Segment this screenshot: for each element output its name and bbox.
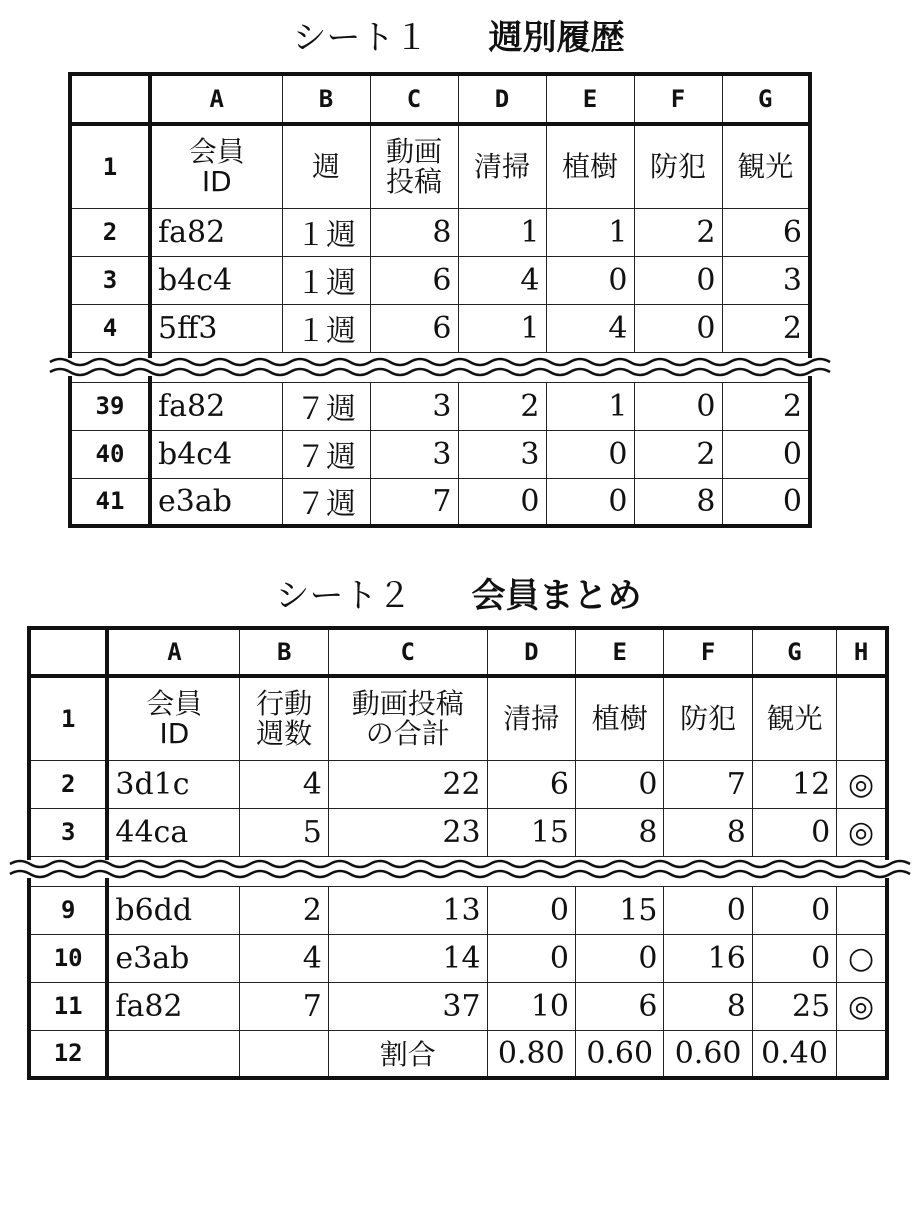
cell-crime-prevention-header[interactable]: 防犯 xyxy=(664,676,752,760)
cell-g[interactable]: 0 xyxy=(752,886,836,934)
cell-c[interactable]: 7 xyxy=(370,478,458,526)
table-row xyxy=(29,934,887,982)
cell-g[interactable]: 0 xyxy=(752,808,836,856)
cell-tourism-header[interactable]: 観光 xyxy=(722,124,810,208)
cell-a[interactable]: fa82 xyxy=(107,982,240,1030)
cell-cleaning-header[interactable]: 清掃 xyxy=(458,124,546,208)
cell-a[interactable]: fa82 xyxy=(150,382,282,430)
table-row xyxy=(70,430,810,478)
col-header-g[interactable]: G xyxy=(722,74,810,124)
cell-b[interactable] xyxy=(240,1030,328,1078)
cell-f[interactable]: 8 xyxy=(664,982,752,1030)
cell-d[interactable]: 0 xyxy=(487,934,575,982)
cell-f[interactable]: 0 xyxy=(664,886,752,934)
table-row xyxy=(70,304,810,352)
cell-d[interactable]: 1 xyxy=(458,304,546,352)
cell-a[interactable]: e3ab xyxy=(107,934,240,982)
cell-d[interactable]: 10 xyxy=(487,982,575,1030)
cell-a[interactable]: b4c4 xyxy=(150,430,282,478)
cell-crime-prevention-header[interactable]: 防犯 xyxy=(634,124,722,208)
cell-f[interactable]: 2 xyxy=(634,430,722,478)
cell-f[interactable]: 8 xyxy=(664,808,752,856)
cell-c[interactable]: 37 xyxy=(328,982,487,1030)
cell-b[interactable]: 4 xyxy=(240,760,328,808)
cell-d[interactable]: 0 xyxy=(487,886,575,934)
table-row xyxy=(70,478,810,526)
column-header-row xyxy=(70,74,810,124)
cell-tourism-header[interactable]: 観光 xyxy=(752,676,836,760)
table-row xyxy=(29,808,887,856)
cell-h[interactable]: ◎ xyxy=(837,982,887,1030)
cell-e[interactable]: 1 xyxy=(546,382,634,430)
col-header-b[interactable]: B xyxy=(282,74,370,124)
cell-d[interactable]: 0 xyxy=(458,478,546,526)
cell-f[interactable]: 16 xyxy=(664,934,752,982)
cell-h[interactable] xyxy=(837,1030,887,1078)
cell-e[interactable]: 0 xyxy=(576,760,664,808)
sheet2-title xyxy=(0,568,917,617)
cell-c[interactable]: 3 xyxy=(370,430,458,478)
col-header-h[interactable]: H xyxy=(837,628,887,676)
cell-b[interactable]: ７週 xyxy=(282,478,370,526)
cell-g[interactable]: 0 xyxy=(722,430,810,478)
row-number[interactable]: 3 xyxy=(70,256,150,304)
cell-a[interactable]: e3ab xyxy=(150,478,282,526)
cell-member-id-header[interactable]: 会員 ID xyxy=(107,676,240,760)
ratio-cleaning[interactable]: 0.80 xyxy=(487,1030,575,1078)
cell-h[interactable]: ◎ xyxy=(837,760,887,808)
cell-b[interactable]: １週 xyxy=(282,256,370,304)
sheet1-name: シート１ xyxy=(292,18,429,58)
cell-c[interactable]: 8 xyxy=(370,208,458,256)
cell-g[interactable]: 0 xyxy=(752,934,836,982)
cell-d[interactable]: 6 xyxy=(487,760,575,808)
cell-active-weeks-header[interactable]: 行動 週数 xyxy=(240,676,328,760)
col-header-a[interactable]: A xyxy=(150,74,282,124)
ratio-tourism[interactable]: 0.40 xyxy=(752,1030,836,1078)
col-header-d[interactable]: D xyxy=(487,628,575,676)
cell-g[interactable]: 3 xyxy=(722,256,810,304)
cell-a[interactable] xyxy=(107,1030,240,1078)
row-number[interactable]: 4 xyxy=(70,304,150,352)
row-number[interactable]: 12 xyxy=(29,1030,107,1078)
cell-e[interactable]: 4 xyxy=(546,304,634,352)
cell-a[interactable]: b4c4 xyxy=(150,256,282,304)
sheet1-table xyxy=(68,72,812,528)
cell-video-post-header[interactable]: 動画 投稿 xyxy=(370,124,458,208)
cell-e[interactable]: 0 xyxy=(546,256,634,304)
cell-f[interactable]: 0 xyxy=(634,304,722,352)
col-header-f[interactable]: F xyxy=(664,628,752,676)
cell-c[interactable]: 6 xyxy=(370,304,458,352)
cell-c[interactable]: 6 xyxy=(370,256,458,304)
table-row xyxy=(70,256,810,304)
cell-f[interactable]: 0 xyxy=(634,382,722,430)
row-number[interactable]: 2 xyxy=(29,760,107,808)
sheet1-subtitle: 週別履歴 xyxy=(488,18,625,58)
row-number[interactable]: 2 xyxy=(70,208,150,256)
sheet1-title xyxy=(0,10,917,59)
row-number[interactable]: 9 xyxy=(29,886,107,934)
col-header-b[interactable]: B xyxy=(240,628,328,676)
cell-e[interactable]: 6 xyxy=(576,982,664,1030)
cell-week-header[interactable]: 週 xyxy=(282,124,370,208)
ratio-row xyxy=(29,1030,887,1078)
col-header-e[interactable]: E xyxy=(546,74,634,124)
table-row xyxy=(29,982,887,1030)
table-row xyxy=(29,760,887,808)
table-row xyxy=(70,208,810,256)
row-number[interactable]: 1 xyxy=(29,676,107,760)
row-number[interactable]: 1 xyxy=(70,124,150,208)
col-header-e[interactable]: E xyxy=(576,628,664,676)
col-header-a[interactable]: A xyxy=(107,628,240,676)
cell-member-id-header[interactable]: 会員 ID xyxy=(150,124,282,208)
row-number[interactable]: 40 xyxy=(70,430,150,478)
cell-d[interactable]: 3 xyxy=(458,430,546,478)
cell-a[interactable]: 3d1c xyxy=(107,760,240,808)
cell-h[interactable] xyxy=(837,886,887,934)
cell-g[interactable]: 0 xyxy=(722,478,810,526)
cell-e[interactable]: 0 xyxy=(546,478,634,526)
cell-b[interactable]: １週 xyxy=(282,304,370,352)
row-break-mark xyxy=(0,354,917,380)
row-number[interactable]: 39 xyxy=(70,382,150,430)
table-row xyxy=(70,382,810,430)
cell-f[interactable]: 7 xyxy=(664,760,752,808)
cell-f[interactable]: 0 xyxy=(634,256,722,304)
ratio-label[interactable]: 割合 xyxy=(328,1030,487,1078)
sheet2-name: シート２ xyxy=(275,576,412,616)
row-number[interactable]: 11 xyxy=(29,982,107,1030)
cell-a[interactable]: 44ca xyxy=(107,808,240,856)
col-header-g[interactable]: G xyxy=(752,628,836,676)
row-number[interactable]: 10 xyxy=(29,934,107,982)
cell-b[interactable]: ７週 xyxy=(282,382,370,430)
cell-b[interactable]: 4 xyxy=(240,934,328,982)
cell-e[interactable]: 1 xyxy=(546,208,634,256)
header-row xyxy=(70,124,810,208)
corner-cell xyxy=(70,74,150,124)
cell-g[interactable]: 2 xyxy=(722,304,810,352)
row-number[interactable]: 3 xyxy=(29,808,107,856)
cell-f[interactable]: 8 xyxy=(634,478,722,526)
cell-b[interactable]: １週 xyxy=(282,208,370,256)
sheet2-subtitle: 会員まとめ xyxy=(471,576,642,616)
header-row xyxy=(29,676,887,760)
cell-g[interactable]: 12 xyxy=(752,760,836,808)
cell-d[interactable]: 1 xyxy=(458,208,546,256)
cell-d[interactable]: 15 xyxy=(487,808,575,856)
cell-d[interactable]: 2 xyxy=(458,382,546,430)
cell-h[interactable]: ◎ xyxy=(837,808,887,856)
row-number[interactable]: 41 xyxy=(70,478,150,526)
cell-d[interactable]: 4 xyxy=(458,256,546,304)
ratio-crime-prevention[interactable]: 0.60 xyxy=(664,1030,752,1078)
cell-cleaning-header[interactable]: 清掃 xyxy=(487,676,575,760)
cell-h[interactable]: ○ xyxy=(837,934,887,982)
sheet2-table xyxy=(27,626,889,1080)
cell-a[interactable]: fa82 xyxy=(150,208,282,256)
cell-g[interactable]: 6 xyxy=(722,208,810,256)
col-header-c[interactable]: C xyxy=(328,628,487,676)
cell-video-total-header[interactable]: 動画投稿 の合計 xyxy=(328,676,487,760)
cell-c[interactable]: 14 xyxy=(328,934,487,982)
cell-c[interactable]: 22 xyxy=(328,760,487,808)
cell-planting-header[interactable]: 植樹 xyxy=(576,676,664,760)
cell-e[interactable]: 8 xyxy=(576,808,664,856)
col-header-c[interactable]: C xyxy=(370,74,458,124)
corner-cell xyxy=(29,628,107,676)
cell-c[interactable]: 13 xyxy=(328,886,487,934)
cell-c[interactable]: 23 xyxy=(328,808,487,856)
cell-g[interactable]: 2 xyxy=(722,382,810,430)
ratio-planting[interactable]: 0.60 xyxy=(576,1030,664,1078)
cell-h-header[interactable] xyxy=(837,676,887,760)
cell-e[interactable]: 0 xyxy=(546,430,634,478)
cell-a[interactable]: b6dd xyxy=(107,886,240,934)
col-header-d[interactable]: D xyxy=(458,74,546,124)
cell-f[interactable]: 2 xyxy=(634,208,722,256)
cell-e[interactable]: 0 xyxy=(576,934,664,982)
cell-b[interactable]: ７週 xyxy=(282,430,370,478)
row-break-mark xyxy=(0,856,917,882)
cell-c[interactable]: 3 xyxy=(370,382,458,430)
cell-b[interactable]: 2 xyxy=(240,886,328,934)
cell-a[interactable]: 5ff3 xyxy=(150,304,282,352)
cell-planting-header[interactable]: 植樹 xyxy=(546,124,634,208)
cell-b[interactable]: 7 xyxy=(240,982,328,1030)
col-header-f[interactable]: F xyxy=(634,74,722,124)
cell-g[interactable]: 25 xyxy=(752,982,836,1030)
column-header-row xyxy=(29,628,887,676)
table-row xyxy=(29,886,887,934)
cell-e[interactable]: 15 xyxy=(576,886,664,934)
cell-b[interactable]: 5 xyxy=(240,808,328,856)
